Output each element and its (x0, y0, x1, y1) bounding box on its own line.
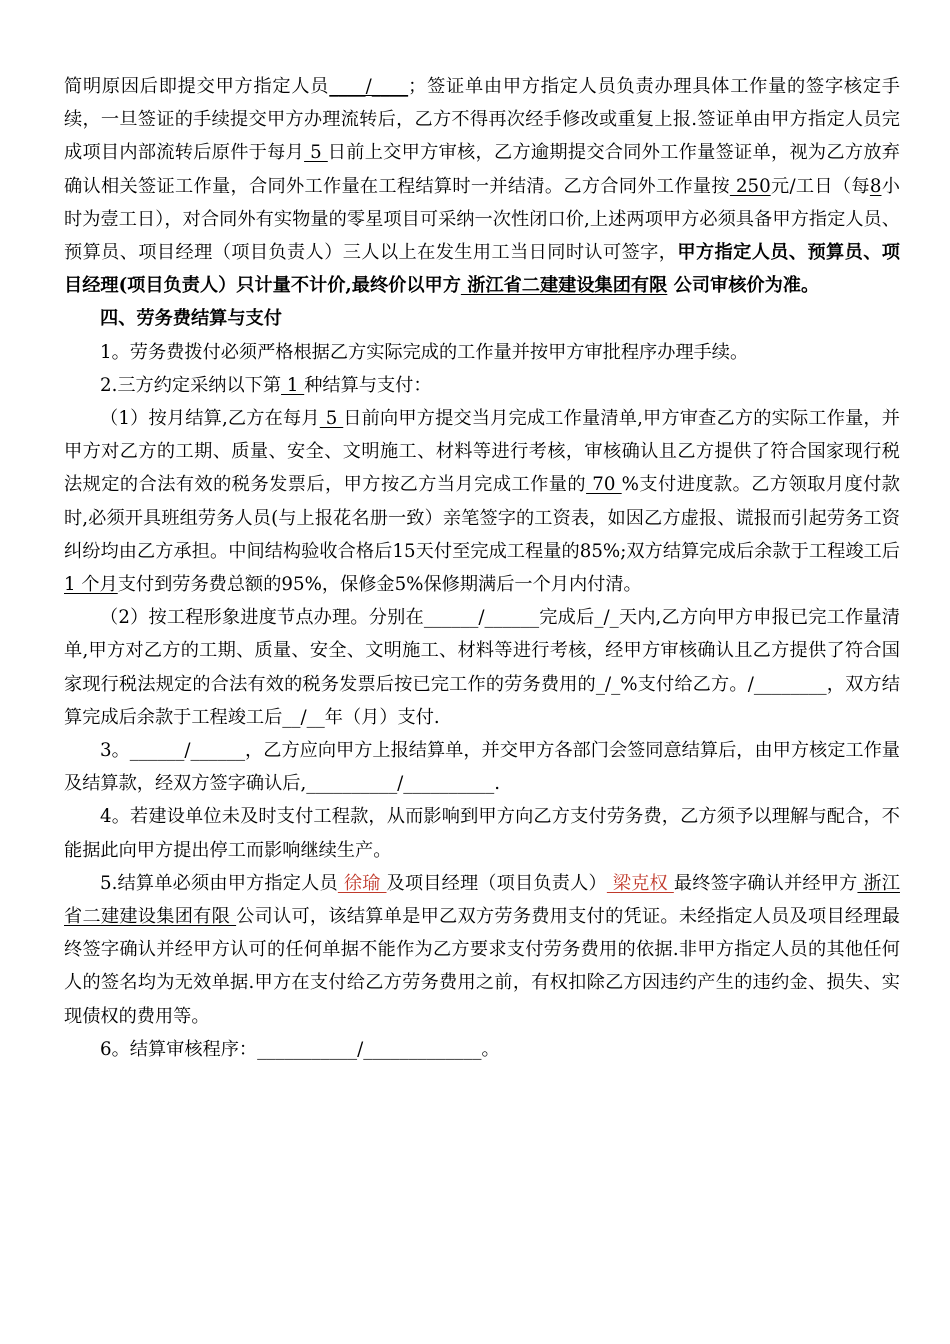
paragraph-item-3 (64, 734, 900, 800)
paragraph-monthly-settlement (64, 402, 900, 601)
text-segment: 完成后 (539, 607, 595, 629)
text-segment: 5.结算单必须由甲方指定人员 (100, 872, 338, 894)
company-name: 浙江省二建建设集团有限 (460, 275, 668, 297)
text-segment: ，乙方应向甲方上报结算单，并交甲方各部门会签同意结算后，由甲方核定工作量及结算款，经双方签字确认后, (64, 740, 900, 795)
blank-milestone: ______/______ (423, 607, 540, 629)
text-segment: %支付给乙方。 (620, 673, 748, 695)
blank-daily-rate: 250 (729, 175, 771, 197)
text-segment: 最终签字确认并经甲方 (673, 872, 858, 894)
text-segment: 小时为壹工日），对合同外有实物量的零星项目可采纳一次性闭口价,上述两项甲方必须具备甲方指定人员、预算员、项目经理（项目负责人）三人以上在发生用工当日同时认可签字， (64, 175, 900, 264)
text-segment: 天内,乙方向甲方申报已完工作量清单,甲方对乙方的工期、质量、安全、文明施工、材料等进行考核，经甲方审核确认且乙方提供了符合国家现行税法规定的合法有效的税务发票后按已完工作的劳务费用的 (64, 607, 900, 695)
paragraph-item-4: 4。若建设单位未及时支付工程款，从而影响到甲方向乙方支付劳务费，乙方须予以理解与配合，不能据此向甲方提出停工而影响继续生产。 (64, 806, 900, 861)
paragraph-item-1: 1。劳务费拨付必须严格根据乙方实际完成的工作量并按甲方审批程序办理手续。 (100, 341, 749, 363)
text-segment: ；签证单由甲方指定人员负责办理具体工作量的签字核定手续，一旦签证的手续提交甲方办理流转后，乙方不得再次经手修改或重复上报.签证单由甲方指定人员完成项目内部流转后原件于每月 (64, 76, 900, 164)
text-segment: 日前上交甲方审核，乙方逾期提交合同外工作量签证单，视为乙方放弃确认相关签证工作量，合同外工作量在工程结算时一并结清。乙方合同外工作量按 (64, 142, 900, 197)
paragraph-item-2 (64, 369, 900, 402)
text-segment: 简明原因后即提交甲方指定人员 (64, 76, 330, 97)
text-segment: （2）按工程形象进度节点办理。分别在 (100, 607, 424, 629)
text-segment: 日前向甲方提交当月完成工作量清单,甲方审查乙方的实际工作量，并甲方对乙方的工期、质量、安全、文明施工、材料等进行考核，审核确认且乙方提供了符合国家现行税法规定的合法有效的税务发票后，甲方按乙方当月完成工作量的 (64, 408, 900, 496)
blank-percentage: 70 (586, 474, 622, 496)
blank-hours: 8 (869, 175, 882, 197)
paragraph-visa-procedure (64, 70, 900, 302)
blank-designated-person: ____/____ (329, 76, 409, 97)
text-segment: 元/工日（每 (770, 175, 870, 197)
text-segment: （1）按月结算,乙方在每月 (100, 408, 320, 430)
blank-period: __/__ (282, 706, 325, 728)
section-heading: 四、劳务费结算与支付 (100, 308, 282, 330)
text-segment: 支付到劳务费总额的95%，保修金5%保修期满后一个月内付清。 (117, 574, 642, 596)
text-segment: 3。 (100, 740, 130, 762)
project-manager-name: 梁克权 (606, 872, 674, 894)
blank-option-number: 1 (281, 374, 305, 396)
text-segment: . (494, 773, 501, 795)
text-segment: 公司认可，该结算单是甲乙双方劳务费用支付的凭证。未经指定人员及项目经理最终签字确认并经甲方认可的任何单据不能作为乙方要求支付劳务费用的依据.非甲方指定人员的其他任何人的签名均为无效单据.甲方在支付给乙方劳务费用之前，有权扣除乙方因违约产生的违约金、损失、实现债权的费用等。 (64, 906, 900, 1027)
bold-clause: 甲方指定人员、预算员、项目经理(项目负责人）只计量不计价,最终价以甲方 (64, 242, 900, 297)
blank-clause: /________ (747, 673, 827, 695)
blank-months: 1 个月 (64, 574, 118, 596)
contract-page (64, 70, 900, 1066)
blank-audit-procedure: ___________/_____________ (257, 1038, 482, 1060)
paragraph-item-6 (64, 1033, 900, 1066)
blank-days: _/_ (594, 607, 619, 629)
text-segment: 年（月）支付. (324, 706, 440, 728)
text-segment: 6。结算审核程序： (100, 1038, 258, 1060)
company-name: 浙江省二建建设集团有限 (64, 872, 900, 928)
blank-monthly-day: 5 (304, 142, 328, 164)
text-segment: 及项目经理（项目负责人） (386, 872, 607, 894)
paragraph-item-5 (64, 867, 900, 1033)
blank-condition: ______/______ (129, 740, 246, 762)
bold-clause-end: 公司审核价为准。 (667, 275, 820, 297)
blank-monthly-day: 5 (319, 408, 344, 430)
text-segment: 种结算与支付： (304, 374, 432, 396)
text-segment: %支付进度款。乙方领取月度付款时,必须开具班组劳务人员(与上报花名册一致）亲笔签字的工资表，如因乙方虚报、谎报而引起劳务工资纠纷均由乙方承担。中间结构验收合格后15天付至完成工程量的85%;双方结算完成后余款于工程竣工后 (64, 474, 900, 562)
blank-payment: __________/__________ (306, 773, 495, 795)
text-segment: 。 (481, 1038, 500, 1060)
text-segment: ，双方结算完成后余款于工程竣工后 (64, 673, 900, 728)
paragraph-milestone-settlement (64, 601, 900, 734)
text-segment: 2.三方约定采纳以下第 (100, 374, 282, 396)
designated-person-name: 徐瑜 (337, 872, 387, 894)
blank-percentage: _/_ (595, 673, 621, 695)
